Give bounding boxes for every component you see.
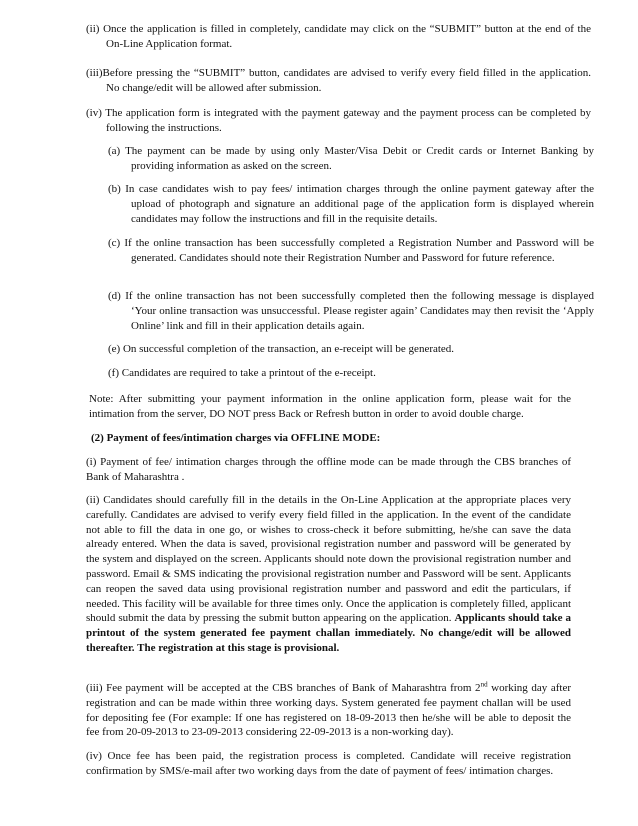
offline-item-ii — [86, 493, 571, 656]
instruction-item-iv: (iv) The application form is integrated with the payment gateway and the payment process can be completed by following the instructions. — [86, 107, 591, 134]
sub-item-b: (b) In case candidates wish to pay fees/ intimation charges through the online payment gateway after the upload of photograph and signature an additional page of the application form is displayed wherein candidates may follow the instructions and fill in the requisite details. — [108, 183, 594, 225]
sub-item-f: (f) Candidates are required to take a printout of the e-receipt. — [108, 367, 376, 379]
sub-item-a: (a) The payment can be made by using only Master/Visa Debit or Credit cards or Internet Banking by providing information as asked on the screen. — [108, 145, 594, 172]
offline-mode-heading: (2) Payment of fees/intimation charges via OFFLINE MODE: — [91, 432, 381, 444]
offline-item-iii-post: working day after registration and can be made within three working days. System generated fee payment challan will be used for depositing fee (For example: If one has registered on 18-09-2013 then he/she will be able to deposit the fee from 20-09-2013 to 23-09-2013 considering 22-09-2013 is a non-working day). — [86, 682, 571, 739]
sub-item-e: (e) On successful completion of the transaction, an e-receipt will be generated. — [108, 343, 455, 355]
offline-item-iv: (iv) Once fee has been paid, the registration process is completed. Candidate will receive registration confirmation by SMS/e-mail after two working days from the date of payment of fees/ intimation charges. — [86, 750, 571, 777]
instruction-item-iii: (iii)Before pressing the “SUBMIT” button, candidates are advised to verify every field filled in the application. No change/edit will be allowed after submission. — [86, 67, 591, 94]
ordinal-superscript: nd — [480, 680, 488, 689]
sub-item-d: (d) If the online transaction has not been successfully completed then the following message is displayed ‘Your online transaction was unsuccessful. Please register again’ Candidates may then revisit the ‘Apply Online’ link and fill in their application details again. — [108, 290, 594, 332]
offline-item-ii-text: (ii) Candidates should carefully fill in the details in the On-Line Application at the appropriate places very carefully. Candidates are advised to verify every field filled in the application. In the event of the candidate not able to fill the data in one go, or wishes to cross-check it before submitting, he/she can save the data already entered. When the data is saved, provisional registration number and password will be generated by the system and displayed on the screen. Applicants should note down the provisional registration number and password. Email & SMS indicating the provisional registration number and Password will be sent. Applicants can reopen the saved data using provisional registration number and password and edit the particulars, if needed. This facility will be available for three times only. Once the application is completely filled, applicant should submit the data by pressing the submit button appearing on the application. — [86, 494, 571, 625]
offline-item-ii-bold: Applicants should take a printout of the system generated fee payment challan immediately. No change/edit will be allowed thereafter. The registration at this stage is provisional. — [86, 612, 572, 654]
instruction-item-ii: (ii) Once the application is filled in completely, candidate may click on the “SUBMIT” button at the end of the On-Line Application format. — [86, 23, 591, 50]
offline-item-i: (i) Payment of fee/ intimation charges through the offline mode can be made through the CBS branches of Bank of Maharashtra . — [86, 456, 571, 483]
sub-item-c: (c) If the online transaction has been successfully completed a Registration Number and Password will be generated. Candidates should note their Registration Number and Password for future reference. — [108, 237, 594, 264]
payment-note: Note: After submitting your payment information in the online application form, please wait for the intimation from the server, DO NOT press Back or Refresh button in order to avoid double charge. — [89, 393, 571, 420]
offline-item-iii — [86, 681, 571, 740]
offline-item-iii-pre: (iii) Fee payment will be accepted at the CBS branches of Bank of Maharashtra from 2 — [86, 682, 481, 694]
